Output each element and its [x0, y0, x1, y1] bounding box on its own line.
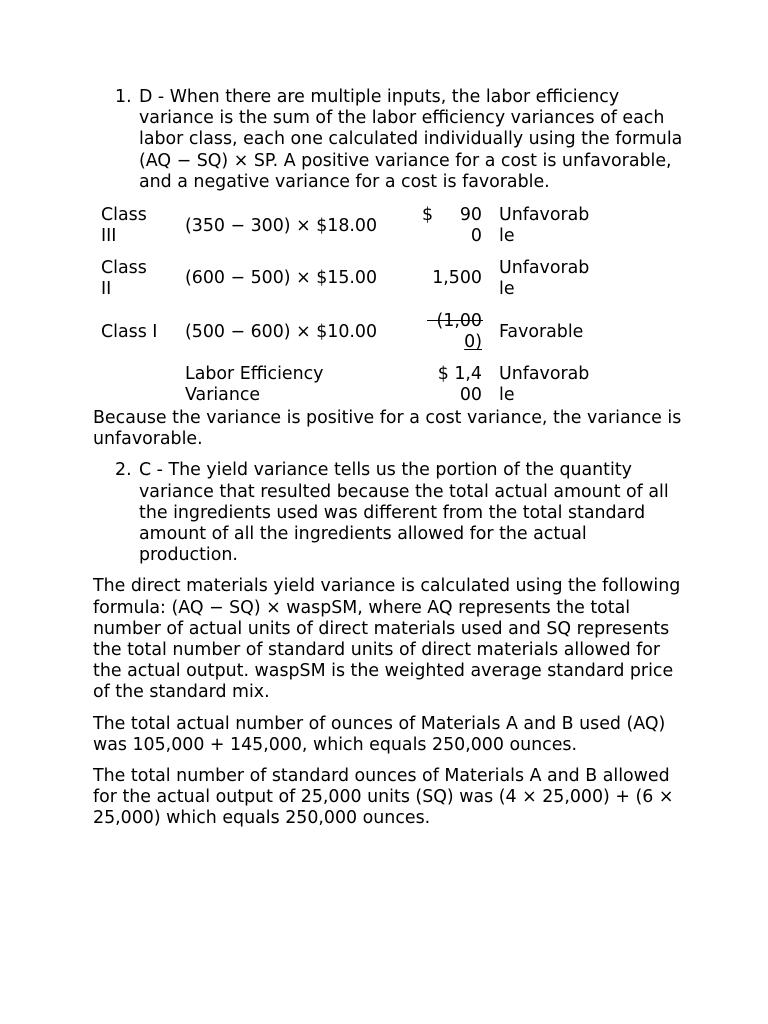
status-line: Unfavorab — [499, 258, 590, 279]
table-cell-dollar-sign: $ — [422, 205, 434, 226]
document-page — [93, 87, 683, 830]
status-line: le — [499, 385, 515, 406]
table-cell-formula: (350 − 300) × $18.00 — [185, 216, 378, 237]
labor-efficiency-table — [93, 205, 683, 405]
list-item-text: C - The yield variance tells us the portion of the quantity variance that resulted because the total actual amount of all the ingredients used was different from the total standard amount of all the ingredients allowed for the actual production. — [139, 460, 669, 566]
amount-line: 90 — [459, 205, 482, 226]
paragraph-actual-ounces: The total actual number of ounces of Materials A and B used (AQ) was 105,000 + 145,000, which equals 250,000 ounces. — [93, 713, 666, 755]
amount-line: (1,00 — [436, 311, 482, 332]
table-cell-formula: (500 − 600) × $10.00 — [185, 322, 378, 343]
table-cell-class — [101, 258, 181, 300]
class-label-line: Class — [101, 258, 147, 279]
status-line: Unfavorab — [499, 205, 590, 226]
total-label-line: Labor Efficiency — [185, 364, 324, 385]
table-cell-amount — [431, 205, 482, 247]
list-item-2 — [93, 460, 683, 566]
table-cell-amount — [431, 311, 482, 353]
status-line: le — [499, 279, 515, 300]
table-cell-class — [101, 205, 181, 247]
table-cell-status: Favorable — [499, 322, 584, 343]
class-label-line: III — [101, 226, 117, 247]
paragraph-yield-formula: The direct materials yield variance is calculated using the following formula: (AQ − SQ) × waspSM, where AQ represents the total number of actual units of direct materials used and SQ represents the total number of standard units of direct materials allowed for the actual output. waspSM is the weighted average standard price of the standard mix. — [93, 576, 681, 703]
list-number: 2. — [115, 460, 132, 481]
amount-line: 0 — [470, 226, 482, 247]
table-cell-formula: (600 − 500) × $15.00 — [185, 268, 378, 289]
list-item-text: D - When there are multiple inputs, the labor efficiency variance is the sum of the labor efficiency variances of each labor class, each one calculated individually using the formula (AQ − SQ) × SP. A positive variance for a cost is unfavorable, and a negative variance for a cost is favorable. — [139, 87, 683, 192]
table-cell-status — [499, 258, 609, 300]
amount-line: 0) — [464, 332, 482, 353]
table-cell-status — [499, 364, 609, 406]
amount-line: $ 1,4 — [437, 364, 482, 385]
table-cell-amount — [431, 364, 482, 406]
paragraph-standard-ounces: The total number of standard ounces of Materials A and B allowed for the actual output of 25,000 units (SQ) was (4 × 25,000) + (6 × 25,000) which equals 250,000 ounces. — [93, 766, 674, 829]
table-cell-total-label — [185, 364, 405, 406]
status-line: le — [499, 226, 515, 247]
class-label-line: Class — [101, 205, 147, 226]
table-cell-class: Class I — [101, 322, 158, 343]
amount-line: 00 — [459, 385, 482, 406]
list-number: 1. — [115, 87, 132, 107]
table-cell-status — [499, 205, 609, 247]
list-item-1 — [93, 87, 683, 193]
total-label-line: Variance — [185, 385, 261, 406]
class-label-line: II — [101, 279, 112, 300]
table-cell-amount: 1,500 — [432, 268, 482, 289]
paragraph-conclusion: Because the variance is positive for a cost variance, the variance is unfavorable. — [93, 408, 682, 450]
status-line: Unfavorab — [499, 364, 590, 385]
